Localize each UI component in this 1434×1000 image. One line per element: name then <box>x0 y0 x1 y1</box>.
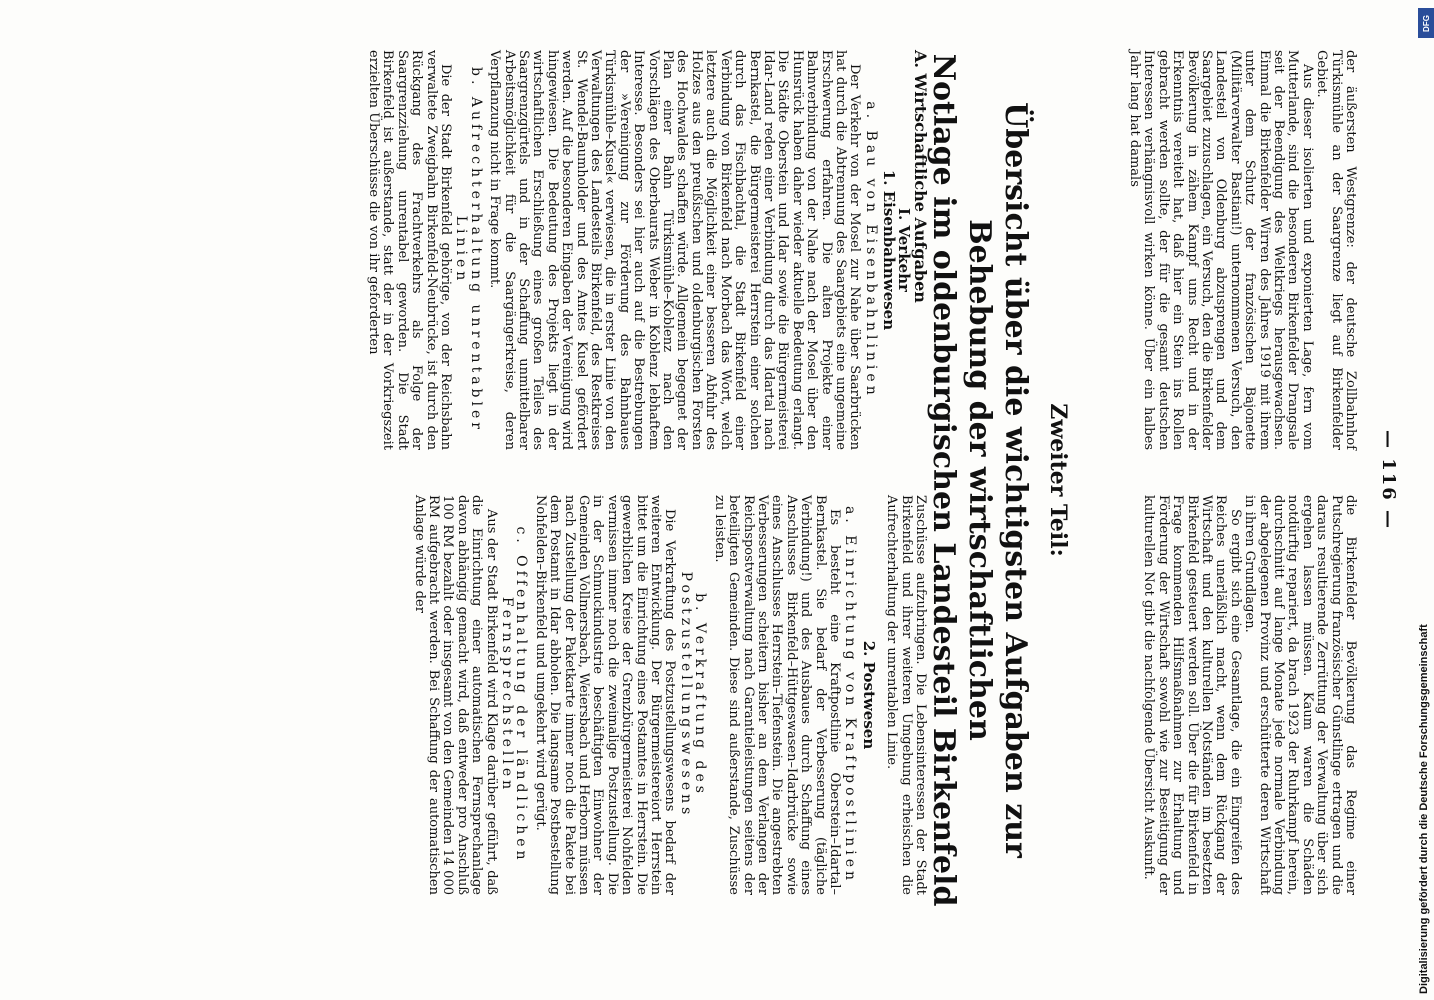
dfg-logo-text: DFG <box>1421 14 1431 32</box>
paragraph: die Birkenfelder Bevölkerung das Regime einer Putschregierung französischer Günstlinge ertragen und die daraus resultierende Zerrüttung der Verwaltung über sich ergehen lassen müssen. Kaum waren die Schäden notdürftig repariert, da brach 1923 der Ruhrkampf herein, durchschnitt auf lange Monate jede normale Verbindung der abgelegenen Provinz und erschütterte deren Wirtschaft in ihren Grundlagen. <box>1242 495 1358 895</box>
top-right-column <box>1141 495 1357 895</box>
paragraph: Aus dieser isolierten und exponierten Lage, fern vom Mutterlande, sind die besonderen Birkenfelder Drangsale seit der Beendigung des Weltkriegs herausgewachsen. Einmal die Birkenfelder Wirren des Jahres 1919 mit ihrem unter dem Schutz der französischen Bajonette (Militärverwalter Bastiani!) unternommenen Versuch, den Landesteil von Oldenburg abzusprengen und dem Saargebiet zuzuschlagen, ein Versuch, den die Birkenfelder Bevölkerung in zähem Kampf ums Recht und in der Erkenntnis vereitelt hat, daß hier ein Stein ins Rollen gebracht werden sollte, der für die gesamt deutschen Interessen verhängnisvoll wirken könne. Über ein halbes Jahr lang hat damals <box>1126 50 1315 450</box>
digitization-note: Digitalisierung gefördert durch die Deutsche Forschungsgemeinschaft <box>1418 624 1430 994</box>
section-heading: 1. Eisenbahnwesen <box>880 169 899 331</box>
subsection-heading: a. Einrichtung von Kraftpostlinien <box>842 505 859 885</box>
page-number: — 116 — <box>1378 429 1399 531</box>
paragraph: Die der Stadt Birkenfeld gehörige, von der Reichsbahn verwaltete Zweigbahn Birkenfeld-Neubrücke, ist durch den Rückgang des Frachtverkehrs als Folge der Saargrenzziehung unrentabel geworden. Die Stadt Birkenfeld ist außerstande, statt der in der Vorkriegszeit erzielten Überschüsse die von ihr geforderten <box>365 50 453 450</box>
paragraph: Zuschüsse aufzubringen. Die Lebensinteressen der Stadt Birkenfeld und ihrer weiteren Umgebung erheischen die Aufrechterhaltung der unrentablen Linie. <box>884 495 928 895</box>
subsection-heading: b. Verkraftung des Postzustellungswesens <box>677 571 709 819</box>
section-heading: A. Wirtschaftliche Aufgaben <box>911 50 930 303</box>
part-heading-line-2: Notlage im oldenburgischen Landesteil Birkenfeld <box>925 53 961 907</box>
paragraph: der äußersten Westgrenze: der deutsche Zollbahnhof Türkismühle an der Saargrenze liegt auf Birkenfelder Gebiet. <box>1314 50 1358 450</box>
paragraph: Aus der Stadt Birkenfeld wird Klage darüber geführt, daß die Einrichtung einer automatischen Fernsprechanlage davon abhängig gemacht wird, daß entweder pro Anschluß 100 RM bezahlt oder insgesamt von den Gemeinden 14 000 RM aufgebracht werden. Bei Schaffung der automatischen Anlage würde der <box>411 495 499 895</box>
top-left-column <box>1127 50 1358 450</box>
bottom-left-column <box>365 50 930 450</box>
subsection-heading: c. Offenhaltung der ländlichen Fernsprechstellen <box>499 526 530 864</box>
bottom-right-column <box>411 495 927 895</box>
part-heading-line-1: Übersicht über die wichtigsten Aufgaben zur Behebung der wirtschaftlichen <box>961 102 1033 858</box>
dfg-logo <box>1418 8 1434 38</box>
section-heading: I. Verkehr <box>894 208 913 292</box>
paragraph: Es besteht eine Kraftpostlinie Oberstein–Idartal–Bernkastel. Sie bedarf der Verbesserung (tägliche Verbindung!) und des Ausbaues durch Schaffung eines Anschlusses Birkenfeld–Hüttgeswasen–Idarbrücke sowie eines Anschlusses Herrstein–Tiefenstein. Die angestrebten Verbesserungen scheitern bisher an dem Verlangen der Reichspostverwaltung nach Garantieleistungen seitens der beteiligten Gemeinden. Diese sind außerstande, Zuschüsse zu leisten. <box>711 495 842 895</box>
rotated-page <box>150 50 1399 910</box>
subsection-heading: a. Bau von Eisenbahnlinien <box>862 101 879 399</box>
part-title <box>925 50 1071 910</box>
part-label: Zweiter Teil: <box>1045 403 1071 557</box>
paragraph: Die Verkraftung des Postzustellungswesens bedarf der weiteren Entwicklung. Der Bürgermeistereiort Herrstein bittet um die Einrichtung eines Postamtes in Herrstein. Die gewerblichen Kreise der Grenzbürgermeisterei Nohfelden vermissen immer noch die zweimalige Postzustellung. Die in der Schmuckindustrie beschäftigten Einwohner der Gemeinden Vollmersbach, Weiersbach und Herborn müssen nach Zustellung der Paketkarte immer noch die Pakete bei dem Postamt in Idar abholen. Die langsame Postbestellung Nohfelden–Birkenfeld und umgekehrt wird gerügt. <box>532 495 678 895</box>
paragraph: Der Verkehr von der Mosel zur Nahe über Saarbrücken hat durch die Abtrennung des Saargebiets eine ungemeine Erschwerung erfahren. Die alten Projekte einer Bahnverbindung von der Nahe nach der Mosel über den Hunsrück haben daher wieder aktuelle Bedeutung erlangt. Die Städte Oberstein und Idar sowie die Bürgermeisterei Idar-Land reden einer Verbindung durch das Idartal nach Bernkastel, die Bürgermeisterei Herrstein einer solchen durch das Fischbachtal, die Stadt Birkenfeld einer Verbindung von Birkenfeld nach Morbach das Wort, welch letztere auch die Möglichkeit einer besseren Abfuhr des Holzes aus den preußischen und oldenburgischen Forsten des Hochwaldes schaffen würde. Allgemein begegnet der Plan einer Bahn Türkismühle–Koblenz nach den Vorschlägen des Oberbaurats Weber in Koblenz lebhaftem Interesse. Besonders sei hier auch auf die Bestrebungen der »Vereinigung zur Förderung des Bahnbaues Türkismühle–Kusel« verwiesen, die in erster Linie von den Verwaltungen des Landesteils Birkenfeld, des Restkreises St. Wendel-Baumholder und des Amtes Kusel gefördert werden. Auf die besonderen Eingaben der Vereinigung wird hingewiesen. Die Bedeutung des Projekts liegt in der wirtschaftlichen Erschließung eines großen Teiles des Saargrenzgürtels und in der Schaffung unmittelbarer Arbeitsmöglichkeit für die Saargängerkreise, deren Verpflanzung nicht in Frage kommt. <box>487 50 863 450</box>
paragraph: So ergibt sich eine Gesamtlage, die ein Eingreifen des Reiches unerläßlich macht, wenn dem Rückgang der Wirtschaft und den kulturellen Notständen im besetzten Birkenfeld gesteuert werden soll. Über die für Birkenfeld in Frage kommenden Hilfsmaßnahmen zur Erhaltung und Förderung der Wirtschaft sowohl wie zur Beseitigung der kulturellen Not gibt die nachfolgende Übersicht Auskunft. <box>1141 495 1243 895</box>
section-heading: 2. Postwesen <box>859 640 878 750</box>
subsection-heading: b. Aufrechterhaltung unrentabler Linien <box>453 67 484 433</box>
